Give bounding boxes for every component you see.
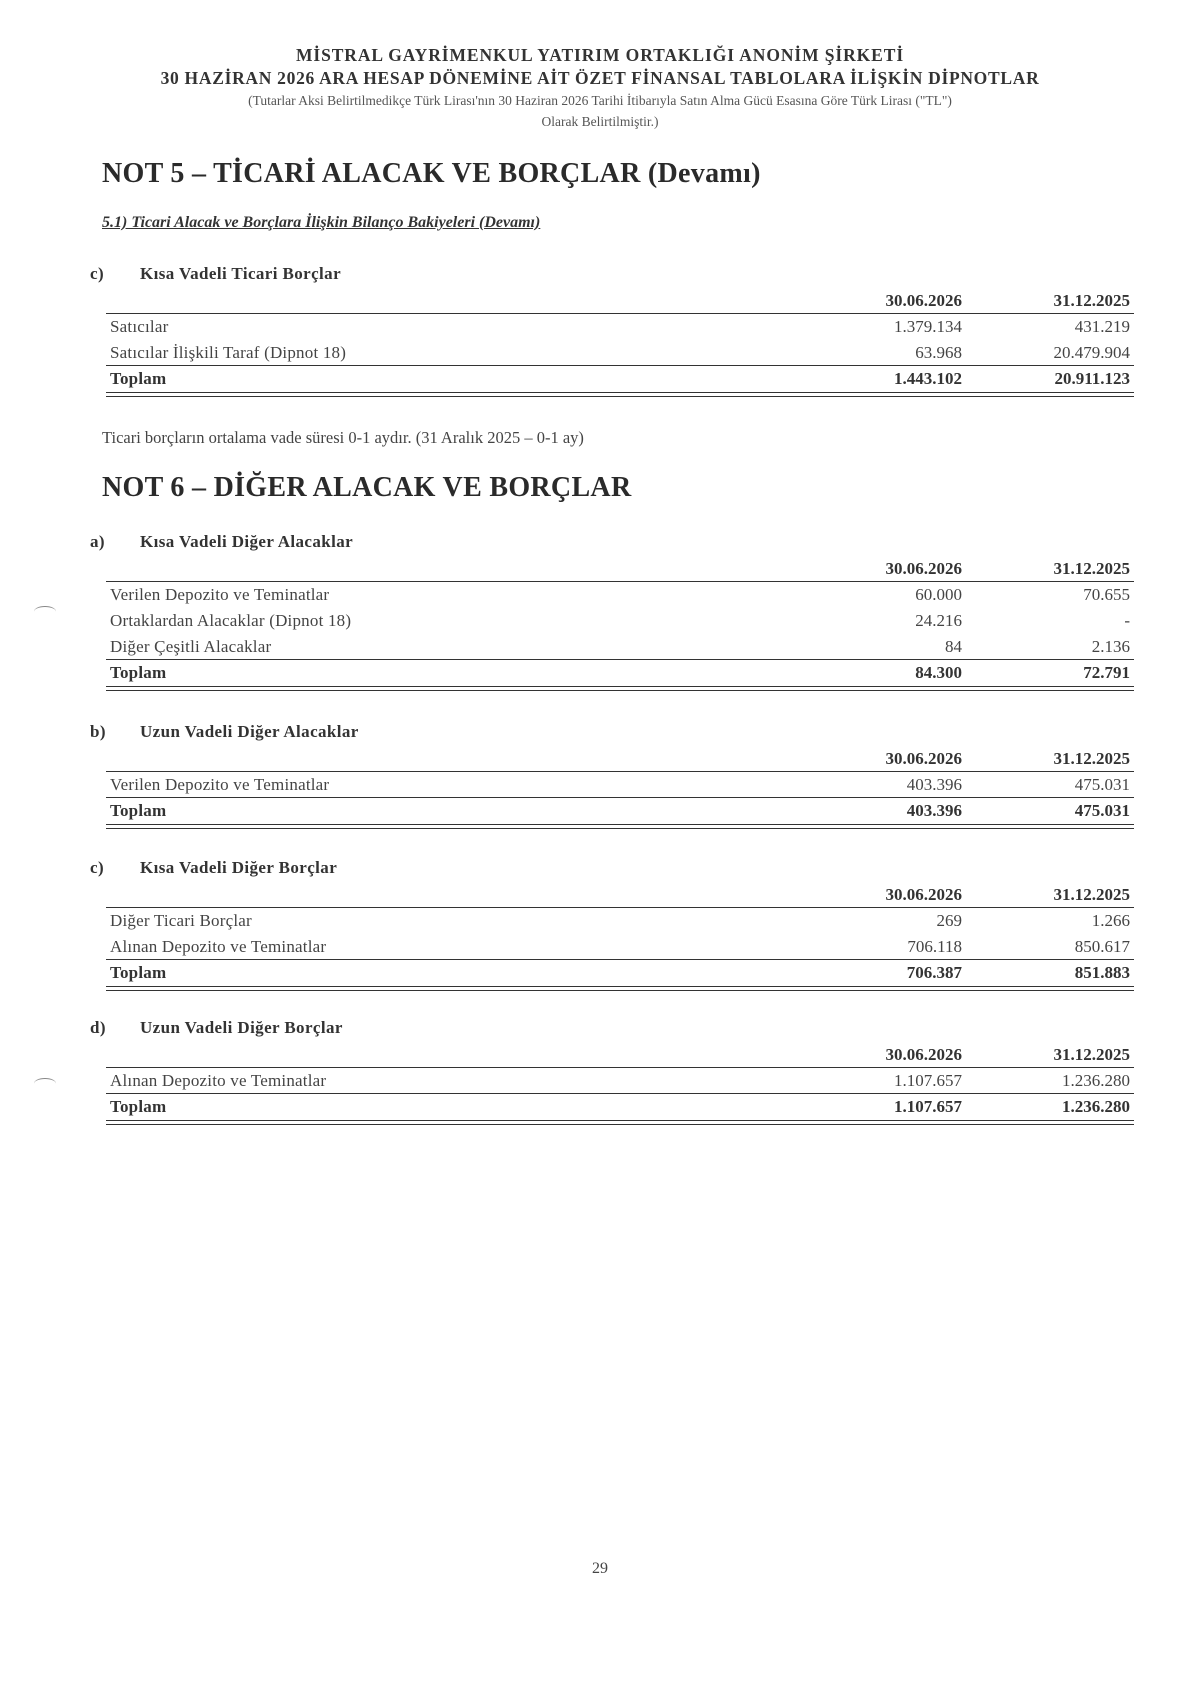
table-total-row — [106, 660, 1134, 686]
table-short-term-other-payables — [106, 882, 1134, 986]
row-label: Satıcılar İlişkili Taraf (Dipnot 18) — [110, 343, 347, 362]
note-5-title: NOT 5 – TİCARİ ALACAK VE BORÇLAR (Devamı) — [102, 158, 761, 189]
row-value-2025: 70.655 — [1083, 585, 1130, 604]
section-title: Uzun Vadeli Diğer Borçlar — [140, 1018, 343, 1037]
row-label: Diğer Ticari Borçlar — [110, 911, 252, 930]
double-underline — [106, 686, 1134, 691]
table-header-row — [106, 1042, 1134, 1068]
table-row — [106, 340, 1134, 366]
table-total-row — [106, 1094, 1134, 1120]
table-short-term-trade-payables — [106, 288, 1134, 392]
table-header-row — [106, 556, 1134, 582]
currency-note-line-2: Olarak Belirtilmiştir.) — [541, 114, 659, 129]
row-value-2026: 1.379.134 — [894, 317, 962, 336]
currency-note-line-1: (Tutarlar Aksi Belirtilmedikçe Türk Lirası'nın 30 Haziran 2026 Tarihi İtibarıyla Satın Alma Gücü Esasına Göre Türk Lirası ("TL") — [248, 93, 952, 108]
column-header-2026: 30.06.2026 — [885, 559, 962, 578]
table-row — [106, 608, 1134, 634]
row-value-2025: 1.236.280 — [1062, 1071, 1130, 1090]
row-value-2026: 63.968 — [915, 343, 962, 362]
note-5-1-subheading: 5.1) Ticari Alacak ve Borçlara İlişkin Bilanço Bakiyeleri (Devamı) — [102, 214, 541, 231]
section-title: Kısa Vadeli Ticari Borçlar — [140, 264, 342, 283]
scan-mark — [34, 606, 56, 617]
column-header-2025: 31.12.2025 — [1053, 749, 1130, 768]
section-letter: b) — [90, 722, 106, 741]
section-title: Kısa Vadeli Diğer Alacaklar — [140, 532, 354, 551]
column-header-2025: 31.12.2025 — [1053, 1045, 1130, 1064]
row-value-2026: 1.107.657 — [894, 1071, 962, 1090]
row-value-2026: 403.396 — [906, 775, 962, 794]
section-letter: d) — [90, 1018, 106, 1037]
total-label: Toplam — [110, 663, 167, 682]
column-header-2025: 31.12.2025 — [1053, 885, 1130, 904]
table-header-row — [106, 882, 1134, 908]
double-underline — [106, 392, 1134, 397]
company-name: MİSTRAL GAYRİMENKUL YATIRIM ORTAKLIĞI ANONİM ŞİRKETİ — [295, 45, 905, 65]
section-letter: a) — [90, 532, 105, 551]
total-value-2026: 706.387 — [906, 963, 962, 982]
page-number: 29 — [592, 1560, 608, 1577]
row-value-2026: 60.000 — [915, 585, 962, 604]
total-label: Toplam — [110, 369, 167, 388]
total-value-2025: 851.883 — [1074, 963, 1130, 982]
row-label: Diğer Çeşitli Alacaklar — [110, 637, 272, 656]
scan-mark — [34, 1078, 56, 1089]
table-row — [106, 1068, 1134, 1094]
total-label: Toplam — [110, 801, 167, 820]
table-row — [106, 634, 1134, 660]
table-long-term-other-payables — [106, 1042, 1134, 1120]
total-value-2025: 475.031 — [1074, 801, 1130, 820]
total-value-2026: 403.396 — [906, 801, 962, 820]
table-long-term-other-receivables — [106, 746, 1134, 824]
section-title: Kısa Vadeli Diğer Borçlar — [140, 858, 338, 877]
section-letter: c) — [90, 264, 105, 283]
column-header-2025: 31.12.2025 — [1053, 291, 1130, 310]
table-total-row — [106, 798, 1134, 824]
note-6-section-a-label — [88, 532, 353, 552]
total-label: Toplam — [110, 963, 167, 982]
note-6-section-d-label — [88, 1018, 343, 1038]
table-row — [106, 772, 1134, 798]
row-value-2025: 20.479.904 — [1053, 343, 1130, 362]
row-value-2025: - — [1124, 611, 1130, 630]
column-header-2026: 30.06.2026 — [885, 885, 962, 904]
total-value-2025: 20.911.123 — [1054, 369, 1130, 388]
double-underline — [106, 824, 1134, 829]
table-row — [106, 314, 1134, 340]
table-row — [106, 582, 1134, 608]
row-value-2026: 706.118 — [907, 937, 962, 956]
table-header-row — [106, 746, 1134, 772]
row-value-2025: 475.031 — [1074, 775, 1130, 794]
total-value-2025: 72.791 — [1083, 663, 1130, 682]
row-label: Alınan Depozito ve Teminatlar — [110, 937, 327, 956]
row-value-2026: 24.216 — [915, 611, 962, 630]
row-value-2026: 269 — [936, 911, 962, 930]
double-underline — [106, 986, 1134, 991]
row-value-2026: 84 — [945, 637, 962, 656]
row-label: Satıcılar — [110, 317, 169, 336]
row-value-2025: 850.617 — [1074, 937, 1130, 956]
column-header-2025: 31.12.2025 — [1053, 559, 1130, 578]
note-5-section-c-label — [88, 264, 341, 284]
row-label: Ortaklardan Alacaklar (Dipnot 18) — [110, 611, 352, 630]
row-label: Verilen Depozito ve Teminatlar — [110, 585, 330, 604]
table-row — [106, 934, 1134, 960]
row-label: Verilen Depozito ve Teminatlar — [110, 775, 330, 794]
total-value-2025: 1.236.280 — [1062, 1097, 1130, 1116]
table-short-term-other-receivables — [106, 556, 1134, 686]
column-header-2026: 30.06.2026 — [885, 291, 962, 310]
total-value-2026: 1.443.102 — [894, 369, 962, 388]
row-value-2025: 2.136 — [1091, 637, 1130, 656]
row-value-2025: 431.219 — [1074, 317, 1130, 336]
document-title: 30 HAZİRAN 2026 ARA HESAP DÖNEMİNE AİT ÖZET FİNANSAL TABLOLARA İLİŞKİN DİPNOTLAR — [160, 68, 1040, 88]
table-total-row — [106, 960, 1134, 986]
total-value-2026: 84.300 — [915, 663, 962, 682]
section-title: Uzun Vadeli Diğer Alacaklar — [140, 722, 359, 741]
document-header — [0, 44, 1200, 132]
table-header-row — [106, 288, 1134, 314]
note-6-title: NOT 6 – DİĞER ALACAK VE BORÇLAR — [102, 472, 632, 503]
row-value-2025: 1.266 — [1091, 911, 1130, 930]
table-row — [106, 908, 1134, 934]
note-6-section-c-label — [88, 858, 337, 878]
note-6-section-b-label — [88, 722, 359, 742]
column-header-2026: 30.06.2026 — [885, 749, 962, 768]
double-underline — [106, 1120, 1134, 1125]
table-total-row — [106, 366, 1134, 392]
column-header-2026: 30.06.2026 — [885, 1045, 962, 1064]
total-value-2026: 1.107.657 — [894, 1097, 962, 1116]
row-label: Alınan Depozito ve Teminatlar — [110, 1071, 327, 1090]
section-letter: c) — [90, 858, 105, 877]
maturity-note-paragraph: Ticari borçların ortalama vade süresi 0-1 aydır. (31 Aralık 2025 – 0-1 ay) — [102, 428, 584, 447]
total-label: Toplam — [110, 1097, 167, 1116]
